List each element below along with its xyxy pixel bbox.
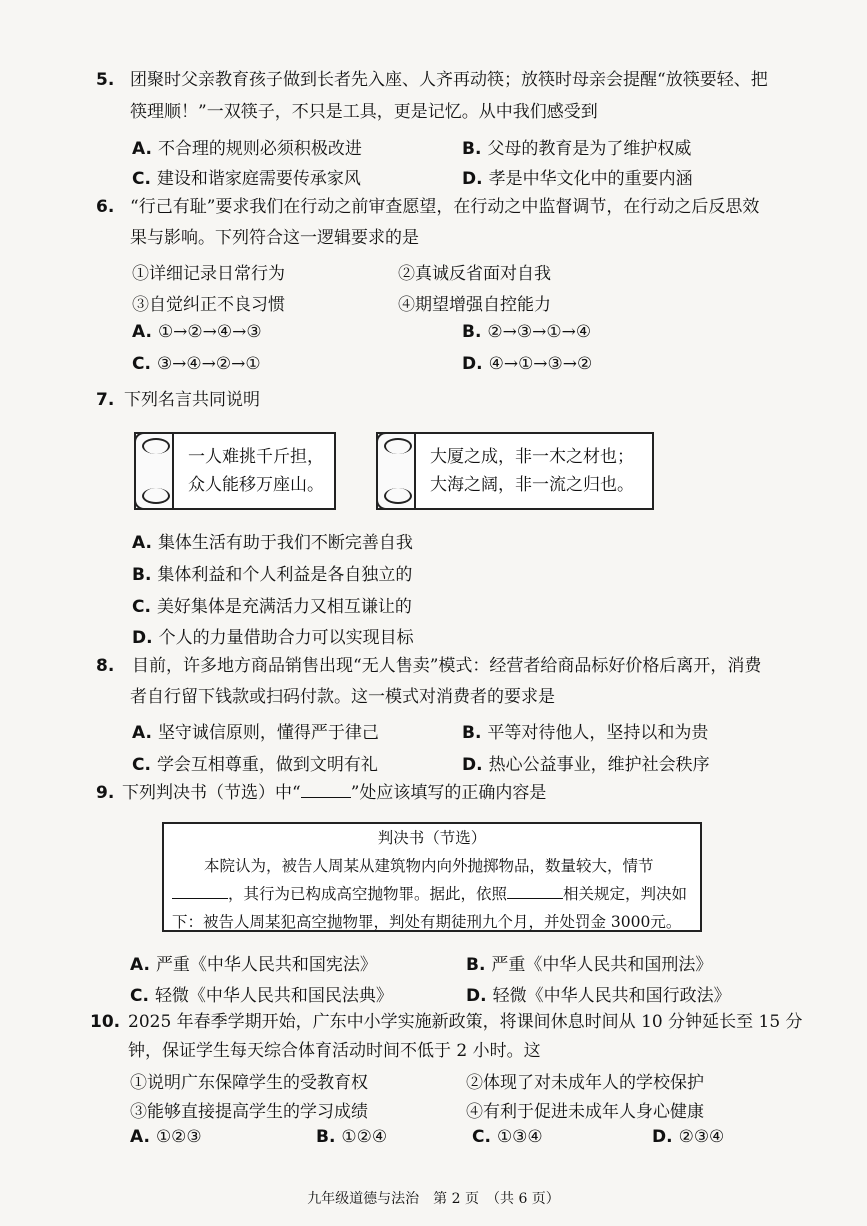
q5-option-b: B. 父母的教育是为了维护权威 bbox=[462, 139, 692, 159]
q8-stem-line2: 者自行留下钱款或扫码付款。这一模式对消费者的要求是 bbox=[130, 687, 555, 707]
q5-option-d: D. 孝是中华文化中的重要内涵 bbox=[462, 169, 693, 189]
q10-option-b: B. ①②④ bbox=[316, 1127, 388, 1147]
q10-item-4: ④有利于促进未成年人身心健康 bbox=[466, 1102, 704, 1122]
verdict-title: 判决书（节选） bbox=[377, 829, 487, 847]
q8-number: 8. bbox=[96, 656, 115, 676]
q6-stem-line1: “行己有耻”要求我们在行动之前审查愿望，在行动之中监督调节，在行动之后反思效 bbox=[130, 197, 760, 217]
quote-scroll-2 bbox=[376, 432, 654, 510]
q6-number: 6. bbox=[96, 197, 115, 217]
q9-option-d: D. 轻微《中华人民共和国行政法》 bbox=[466, 986, 731, 1006]
verdict-excerpt-box bbox=[162, 822, 702, 932]
q8-option-c: C. 学会互相尊重，做到文明有礼 bbox=[132, 755, 378, 775]
q8-option-d: D. 热心公益事业，维护社会秩序 bbox=[462, 755, 710, 775]
q10-option-c: C. ①③④ bbox=[472, 1127, 543, 1147]
q6-option-c: C. ③→④→②→① bbox=[132, 354, 261, 374]
q8-option-b: B. 平等对待他人，坚持以和为贵 bbox=[462, 723, 709, 743]
q10-item-1: ①说明广东保障学生的受教育权 bbox=[130, 1073, 368, 1093]
scroll-roll-icon bbox=[134, 432, 174, 510]
quote2-line1: 大厦之成，非一木之材也； bbox=[430, 447, 634, 467]
q7-stem: 下列名言共同说明 bbox=[124, 390, 260, 410]
q5-stem-line2: 筷理顺！”一双筷子，不只是工具，更是记忆。从中我们感受到 bbox=[130, 102, 598, 122]
q10-item-3: ③能够直接提高学生的学习成绩 bbox=[130, 1102, 368, 1122]
verdict-blank-1 bbox=[172, 898, 228, 899]
q6-option-b: B. ②→③→①→④ bbox=[462, 322, 592, 342]
verdict-line2: ，其行为已构成高空抛物罪。据此，依照 相关规定，判决如 bbox=[172, 880, 692, 908]
q9-option-c: C. 轻微《中华人民共和国民法典》 bbox=[130, 986, 393, 1006]
q6-option-d: D. ④→①→③→② bbox=[462, 354, 593, 374]
q10-item-2: ②体现了对未成年人的学校保护 bbox=[466, 1073, 704, 1093]
quote1-line1: 一人难挑千斤担， bbox=[188, 447, 324, 467]
q6-stem-line2: 果与影响。下列符合这一逻辑要求的是 bbox=[130, 228, 419, 248]
q6-option-a: A. ①→②→④→③ bbox=[132, 322, 262, 342]
q7-number: 7. bbox=[96, 390, 115, 410]
q6-item-4: ④期望增强自控能力 bbox=[398, 295, 551, 315]
q6-item-3: ③自觉纠正不良习惯 bbox=[132, 295, 285, 315]
q9-number: 9. bbox=[96, 783, 115, 803]
q7-option-c: C. 美好集体是充满活力又相互谦让的 bbox=[132, 597, 412, 617]
scroll-roll-icon bbox=[376, 432, 416, 510]
q10-stem-line2: 钟，保证学生每天综合体育活动时间不低于 2 小时。这 bbox=[128, 1041, 541, 1061]
q5-option-a: A. 不合理的规则必须积极改进 bbox=[132, 139, 362, 159]
q5-stem-line1: 团聚时父亲教育孩子做到长者先入座、人齐再动筷；放筷时母亲会提醒“放筷要轻、把 bbox=[130, 70, 768, 90]
quote-scroll-1 bbox=[134, 432, 336, 510]
q10-number: 10. bbox=[90, 1012, 121, 1032]
q7-option-a: A. 集体生活有助于我们不断完善自我 bbox=[132, 533, 413, 553]
q5-number: 5. bbox=[96, 70, 115, 90]
verdict-line1: 本院认为，被告人周某从建筑物内向外抛掷物品，数量较大，情节 bbox=[204, 857, 654, 875]
quote1-line2: 众人能移万座山。 bbox=[188, 475, 324, 495]
verdict-line3: 下：被告人周某犯高空抛物罪，判处有期徒刑九个月，并处罚金 3000元。 bbox=[172, 913, 682, 931]
q9-blank bbox=[301, 797, 351, 798]
q9-stem: 下列判决书（节选）中“ ”处应该填写的正确内容是 bbox=[122, 783, 547, 803]
verdict-blank-2 bbox=[507, 898, 563, 899]
q10-option-d: D. ②③④ bbox=[652, 1127, 725, 1147]
q7-option-b: B. 集体利益和个人利益是各自独立的 bbox=[132, 565, 413, 585]
q5-option-c: C. 建设和谐家庭需要传承家风 bbox=[132, 169, 361, 189]
q7-option-d: D. 个人的力量借助合力可以实现目标 bbox=[132, 628, 414, 648]
q6-item-1: ①详细记录日常行为 bbox=[132, 264, 285, 284]
quote2-line2: 大海之阔，非一流之归也。 bbox=[430, 475, 634, 495]
q8-stem-line1: 目前，许多地方商品销售出现“无人售卖”模式：经营者给商品标好价格后离开，消费 bbox=[132, 656, 762, 676]
q6-item-2: ②真诚反省面对自我 bbox=[398, 264, 551, 284]
q9-option-a: A. 严重《中华人民共和国宪法》 bbox=[130, 955, 377, 975]
q9-option-b: B. 严重《中华人民共和国刑法》 bbox=[466, 955, 713, 975]
q10-stem-line1: 2025 年春季学期开始，广东中小学实施新政策，将课间休息时间从 10 分钟延长至 15 分 bbox=[128, 1012, 803, 1032]
q10-option-a: A. ①②③ bbox=[130, 1127, 202, 1147]
q8-option-a: A. 坚守诚信原则，懂得严于律己 bbox=[132, 723, 379, 743]
page-footer: 九年级道德与法治 第 2 页 （共 6 页） bbox=[307, 1191, 560, 1207]
